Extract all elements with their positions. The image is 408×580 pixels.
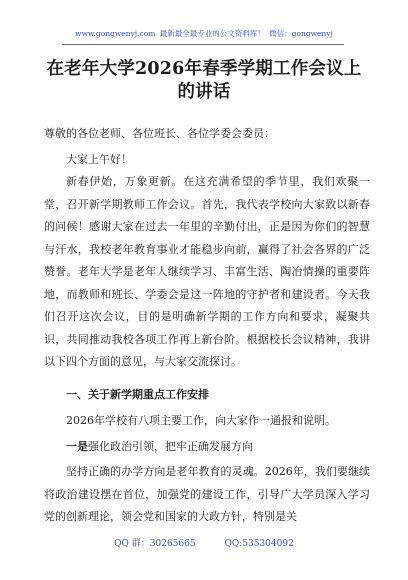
footer-qq-group: QQ 群：30265665 (114, 539, 196, 549)
greeting: 大家上午好！ (66, 153, 132, 166)
header-wechat: 微信：gongwenyj (269, 29, 333, 38)
page-footer (0, 536, 408, 549)
salutation: 尊敬的各位老师、各位班长、各位学委会委员： (44, 127, 275, 140)
paragraph-opening: 新春伊始，万象更新。在这充满希望的季节里，我们欢聚一堂，召开新学期教师工作会议。首先，我代表学校向大家致以新春的问候！感谢大家在过去一年里的辛勤付出，正是因为你们的智慧与汗水，我校老年教育事业才能稳步向前，赢得了社会各界的广泛赞誉。老年大学是老年人继续学习、丰富生活、陶冶情操的重要阵地，而教师和班长、学委会是这一阵地的守护者和建设者。今天我们召开这次会议，目的是明确新学期的工作方向和要求，凝聚共识，共同推动我校各项工作再上新台阶。根据校长会议精神，我讲以下四个方面的意见，与大家交流探讨。 (44, 175, 370, 368)
section-heading: 一、关于新学期重点工作安排 (66, 388, 209, 401)
page-header (0, 28, 408, 39)
header-divider (62, 44, 344, 45)
header-slogan: 最新最全最专业的公文资料库！ (159, 29, 265, 38)
paragraph-political: 坚持正确的办学方向是老年教育的灵魂。2026年，我们要继续将政治建设摆在首位，加强党的建设工作，引导广大学员深入学习党的创新理论，领会党和国家的大政方针，特别是关 (44, 465, 370, 523)
section-intro: 2026年学校有八项主要工作，向大家作一通报和说明。 (66, 414, 336, 427)
footer-qq: QQ:535304092 (224, 539, 294, 549)
subsection-lead: 一是 (66, 440, 88, 453)
document-title: 在老年大学2026年春季学期工作会议上的讲话 (46, 59, 362, 102)
subsection-heading (66, 440, 253, 454)
subsection-title: 强化政治引领，把牢正确发展方向 (88, 440, 253, 453)
header-website[interactable]: www.gongwenyj.com (75, 29, 156, 38)
